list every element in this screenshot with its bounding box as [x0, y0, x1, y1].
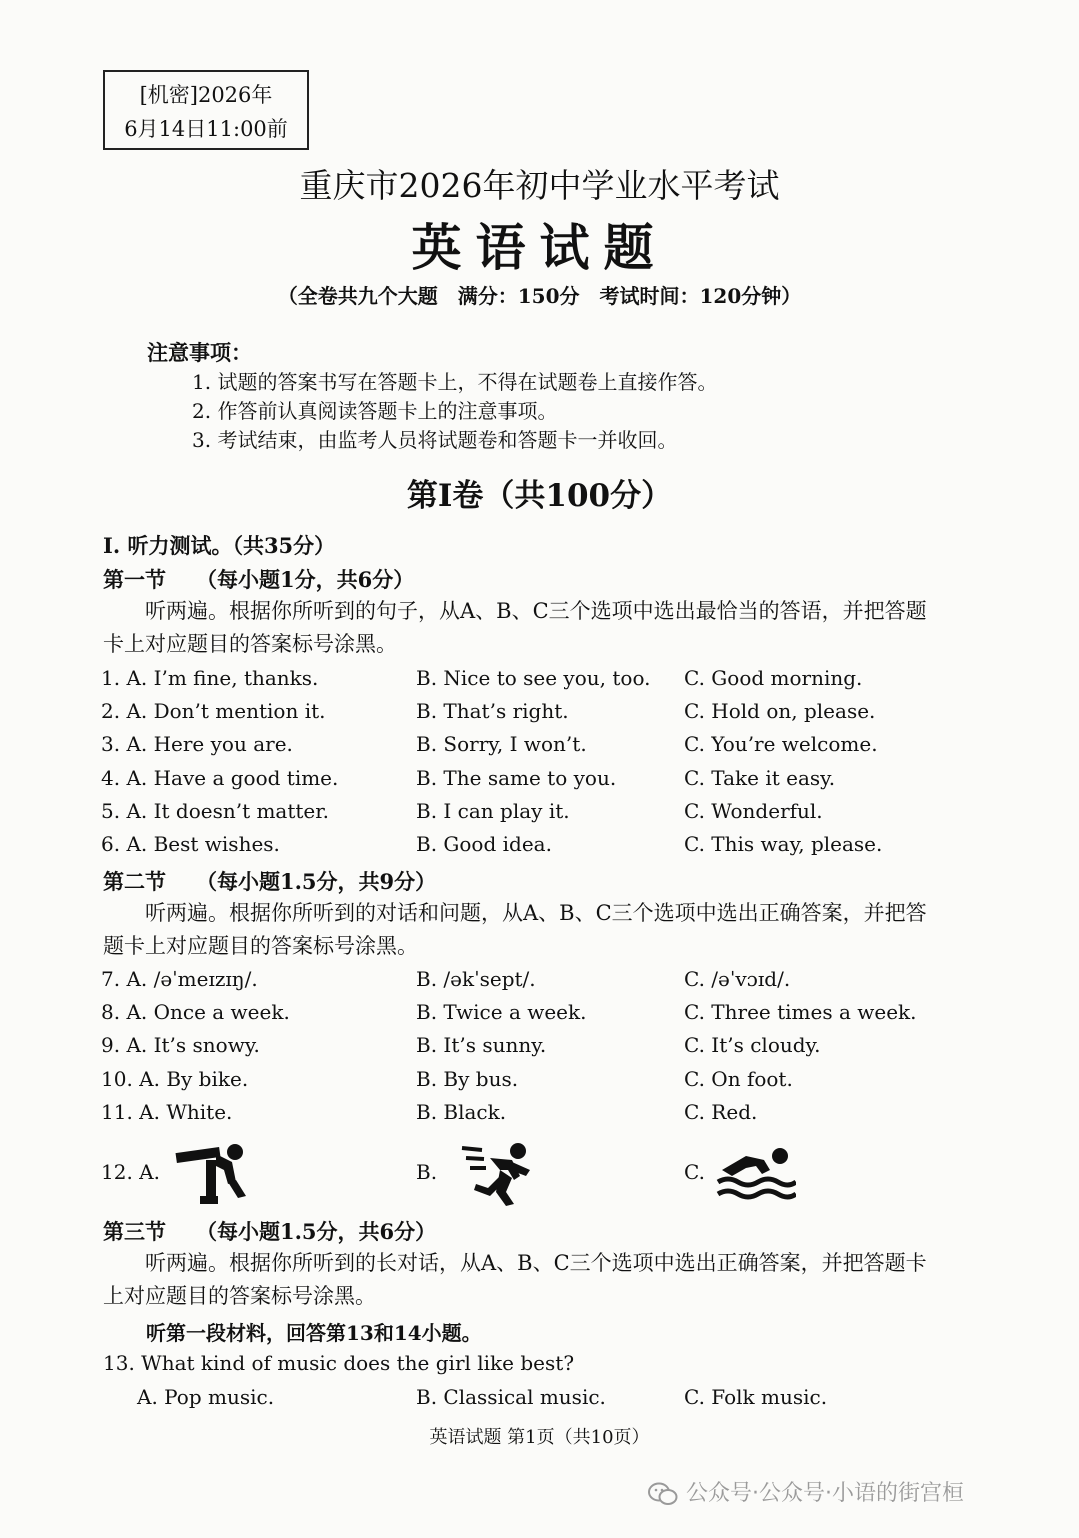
page-footer: 英语试题 第1页（共10页）	[429, 1427, 650, 1448]
swimming-icon	[716, 1144, 796, 1200]
confidential-box	[103, 70, 309, 150]
question-row	[0, 1000, 1079, 1032]
option-b: B. It’s sunny.	[416, 1033, 547, 1057]
option-c: C. Hold on, please.	[684, 699, 876, 723]
option-c: C. Red.	[684, 1100, 758, 1124]
option-b: B. Nice to see you, too.	[416, 666, 651, 690]
option-b: B. By bus.	[416, 1067, 519, 1091]
question-row	[0, 666, 1079, 698]
option-c: C. This way, please.	[684, 832, 883, 856]
option-c: C. /əˈvɔɪd/.	[684, 967, 791, 991]
option-b: B. I can play it.	[416, 799, 570, 823]
wechat-icon	[648, 1481, 678, 1507]
option-c: C. You’re welcome.	[684, 732, 878, 756]
section-score: （每小题1分，共6分）	[196, 567, 415, 592]
section-heading	[103, 866, 436, 896]
volume-title: 第I卷（共100分）	[406, 478, 673, 514]
option-a: 1. A. I’m fine, thanks.	[101, 666, 319, 690]
question-row	[0, 1067, 1079, 1099]
section-score: （每小题1.5分，共9分）	[196, 869, 437, 894]
instruction-line: 听两遍。根据你所听到的句子，从A、B、C三个选项中选出最恰当的答语，并把答题	[145, 599, 927, 623]
instruction-line: 题卡上对应题目的答案标号涂黑。	[103, 934, 418, 958]
section-instruction	[103, 1247, 1003, 1313]
instruction-line: 听两遍。根据你所听到的长对话，从A、B、C三个选项中选出正确答案，并把答题卡	[145, 1251, 927, 1275]
section-instruction	[103, 897, 1003, 963]
option-b: B. Twice a week.	[416, 1000, 587, 1024]
question-row	[0, 1100, 1079, 1132]
question-row	[0, 967, 1079, 999]
kick-icon	[172, 1140, 254, 1206]
section-heading	[103, 564, 414, 594]
option-c: C. On foot.	[684, 1067, 793, 1091]
question-row	[0, 832, 1079, 864]
option-a: 12. A.	[101, 1160, 160, 1184]
question-row	[0, 766, 1079, 798]
notice-item: 1. 试题的答案书写在答题卡上，不得在试题卷上直接作答。	[192, 370, 718, 394]
option-a: 3. A. Here you are.	[101, 732, 293, 756]
option-b: B. The same to you.	[416, 766, 617, 790]
option-c: C. Wonderful.	[684, 799, 823, 823]
option-a: 10. A. By bike.	[101, 1067, 249, 1091]
instruction-line: 听两遍。根据你所听到的对话和问题，从A、B、C三个选项中选出正确答案，并把答	[145, 901, 927, 925]
option-b: B. Black.	[416, 1100, 507, 1124]
confidential-line-2: 6月14日11:00前	[124, 117, 288, 141]
section-title: 第三节	[103, 1219, 166, 1244]
section-title: 第二节	[103, 869, 166, 894]
part-heading: I. 听力测试。（共35分）	[103, 533, 336, 558]
question-row	[0, 799, 1079, 831]
option-a: 7. A. /əˈmeɪzɪŋ/.	[101, 967, 258, 991]
exam-title: 重庆市2026年初中学业水平考试	[299, 166, 780, 205]
option-b: B. Sorry, I won’t.	[416, 732, 587, 756]
running-icon	[460, 1140, 538, 1208]
option-a: 11. A. White.	[101, 1100, 233, 1124]
subject-title: 英语试题	[411, 218, 668, 277]
watermark	[648, 1476, 964, 1506]
option-c: C. Take it easy.	[684, 766, 836, 790]
option-c: C.	[684, 1160, 705, 1184]
option-a: A. Pop music.	[137, 1385, 275, 1409]
exam-info: （全卷共九个大题 满分：150分 考试时间：120分钟）	[277, 284, 802, 308]
option-a: 6. A. Best wishes.	[101, 832, 280, 856]
question-row	[0, 1033, 1079, 1065]
option-a: 4. A. Have a good time.	[101, 766, 339, 790]
notice-item: 3. 考试结束，由监考人员将试题卷和答题卡一并收回。	[192, 428, 678, 452]
option-b: B. Classical music.	[416, 1385, 606, 1409]
section-instruction	[103, 595, 1003, 661]
sub-instruction: 听第一段材料，回答第13和14小题。	[146, 1321, 482, 1345]
notice-item: 2. 作答前认真阅读答题卡上的注意事项。	[192, 399, 558, 423]
option-c: C. Three times a week.	[684, 1000, 917, 1024]
option-a: 2. A. Don’t mention it.	[101, 699, 326, 723]
watermark-text: 公众号·公众号·小语的街宫桓	[686, 1481, 964, 1506]
option-c: C. Folk music.	[684, 1385, 828, 1409]
section-title: 第一节	[103, 567, 166, 592]
confidential-line-1: [机密]2026年	[139, 83, 273, 107]
option-a: 9. A. It’s snowy.	[101, 1033, 260, 1057]
section-heading	[103, 1216, 436, 1246]
option-c: C. It’s cloudy.	[684, 1033, 821, 1057]
notice-heading: 注意事项：	[147, 340, 252, 365]
instruction-line: 上对应题目的答案标号涂黑。	[103, 1284, 376, 1308]
question-12-row	[0, 1140, 1079, 1210]
option-b: B.	[416, 1160, 438, 1184]
question-row	[0, 732, 1079, 764]
question-row	[0, 1385, 1079, 1417]
question-row	[0, 699, 1079, 731]
question-13-stem: 13. What kind of music does the girl like best?	[103, 1351, 575, 1375]
option-c: C. Good morning.	[684, 666, 863, 690]
instruction-line: 卡上对应题目的答案标号涂黑。	[103, 632, 397, 656]
section-score: （每小题1.5分，共6分）	[196, 1219, 437, 1244]
option-b: B. That’s right.	[416, 699, 569, 723]
option-b: B. Good idea.	[416, 832, 552, 856]
option-a: 5. A. It doesn’t matter.	[101, 799, 329, 823]
option-b: B. /əkˈsept/.	[416, 967, 536, 991]
option-a: 8. A. Once a week.	[101, 1000, 290, 1024]
